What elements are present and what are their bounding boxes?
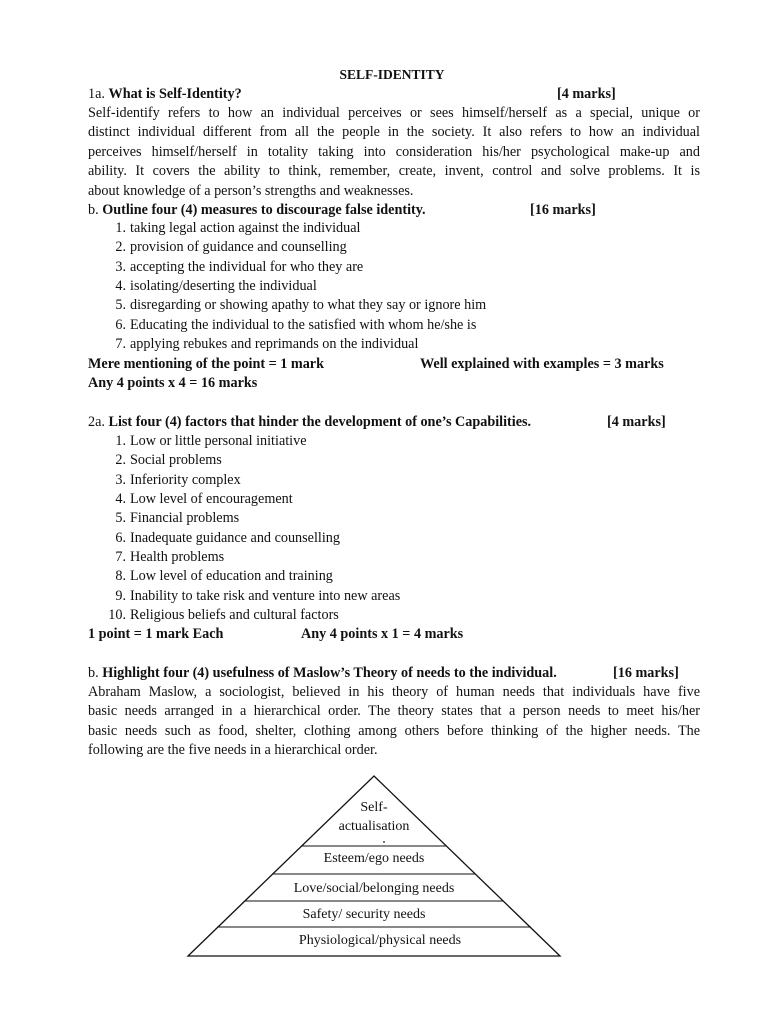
pyramid-level-love: Love/social/belonging needs [293,881,455,896]
list-item: 6. Inadequate guidance and counselling [115,529,340,546]
list-item: 3. accepting the individual for who they are [115,258,364,275]
answer-2b-line: basic needs arranged in a hierarchical order. The theory states that a person needs to meet his/her [88,703,700,720]
list-item: 2. provision of guidance and counselling [115,239,347,256]
answer-2b-line: following are the five needs in a hierarchical order. [88,742,378,759]
list-item: 2. Social problems [115,452,222,469]
question-1a-number: 1a. [88,86,105,102]
list-item: 6. Educating the individual to the satisfied with whom he/she is [115,316,477,333]
list-item: 7. applying rebukes and reprimands on the individual [115,336,419,353]
answer-1a-line: about knowledge of a person’s strengths and weaknesses. [88,182,414,199]
question-2b-number: b. [88,665,99,681]
answer-1a [88,104,700,201]
answer-2b [88,683,700,761]
list-item: 4. isolating/deserting the individual [115,278,317,295]
list-item: 4. Low level of encouragement [115,491,293,508]
list-item: 5. disregarding or showing apathy to what they say or ignore him [115,297,487,314]
marking-scheme-1b-left: Mere mentioning of the point = 1 mark [88,356,324,372]
pyramid-level-self: Self- [360,800,388,815]
measures-list [88,219,486,354]
pyramid-level-physiological: Physiological/physical needs [298,933,462,948]
list-item: 3. Inferiority complex [115,471,241,488]
question-1b-text: Outline four (4) measures to discourage false identity. [102,202,426,218]
question-2b-text: Highlight four (4) usefulness of Maslow’s Theory of needs to the individual. [102,665,557,681]
answer-1a-line: Self-identify refers to how an individual perceives or sees himself/herself as a special, unique or [88,105,700,121]
list-item: 7. Health problems [115,549,225,566]
list-item: 8. Low level of education and training [115,568,333,585]
question-2a-number: 2a. [88,414,105,430]
page-title: SELF-IDENTITY [339,67,445,82]
question-1b-number: b. [88,202,99,218]
answer-1a-line: ability. It covers the ability to think, remember, create, invent, control and solve problems. It is [88,163,700,180]
marking-scheme-2a-right: Any 4 points x 1 = 4 marks [301,626,464,642]
pyramid-dot [383,841,385,843]
list-item: 5. Financial problems [115,510,240,527]
pyramid-level-actualisation: actualisation [338,819,410,834]
answer-1a-line: distinct individual different from all the people in the society. It also refers to how an individual [88,124,700,141]
question-2b [88,664,700,683]
question-1a-marks: [4 marks] [557,86,616,102]
factors-list [88,432,400,625]
question-2a-text: List four (4) factors that hinder the development of one’s Capabilities. [108,414,532,430]
question-2b-marks: [16 marks] [613,665,679,681]
question-1b [88,201,700,220]
answer-2b-line: basic needs such as food, shelter, clothing among others before thinking of the higher needs. The [88,722,700,739]
list-item: 1. Low or little personal initiative [115,433,307,449]
marking-scheme-1b-right: Well explained with examples = 3 marks [420,356,664,372]
pyramid-level-esteem: Esteem/ego needs [323,851,425,866]
list-item: 9. Inability to take risk and venture into new areas [115,587,401,604]
answer-2b-line: Abraham Maslow, a sociologist, believed in his theory of human needs that individuals have five [88,684,700,700]
pyramid-level-safety: Safety/ security needs [302,907,426,922]
marking-scheme-1b-total: Any 4 points x 4 = 16 marks [88,375,258,391]
list-item: 10. Religious beliefs and cultural factors [108,607,339,624]
question-1b-marks: [16 marks] [530,202,596,218]
question-2a-marks: [4 marks] [607,414,666,430]
list-item: 1. taking legal action against the individual [115,220,361,236]
marking-scheme-2a-left: 1 point = 1 mark Each [88,626,224,642]
question-1a-text: What is Self-Identity? [108,86,242,102]
answer-1a-line: perceives himself/herself in totality taking into consideration his/her psychological make-up and [88,143,700,160]
